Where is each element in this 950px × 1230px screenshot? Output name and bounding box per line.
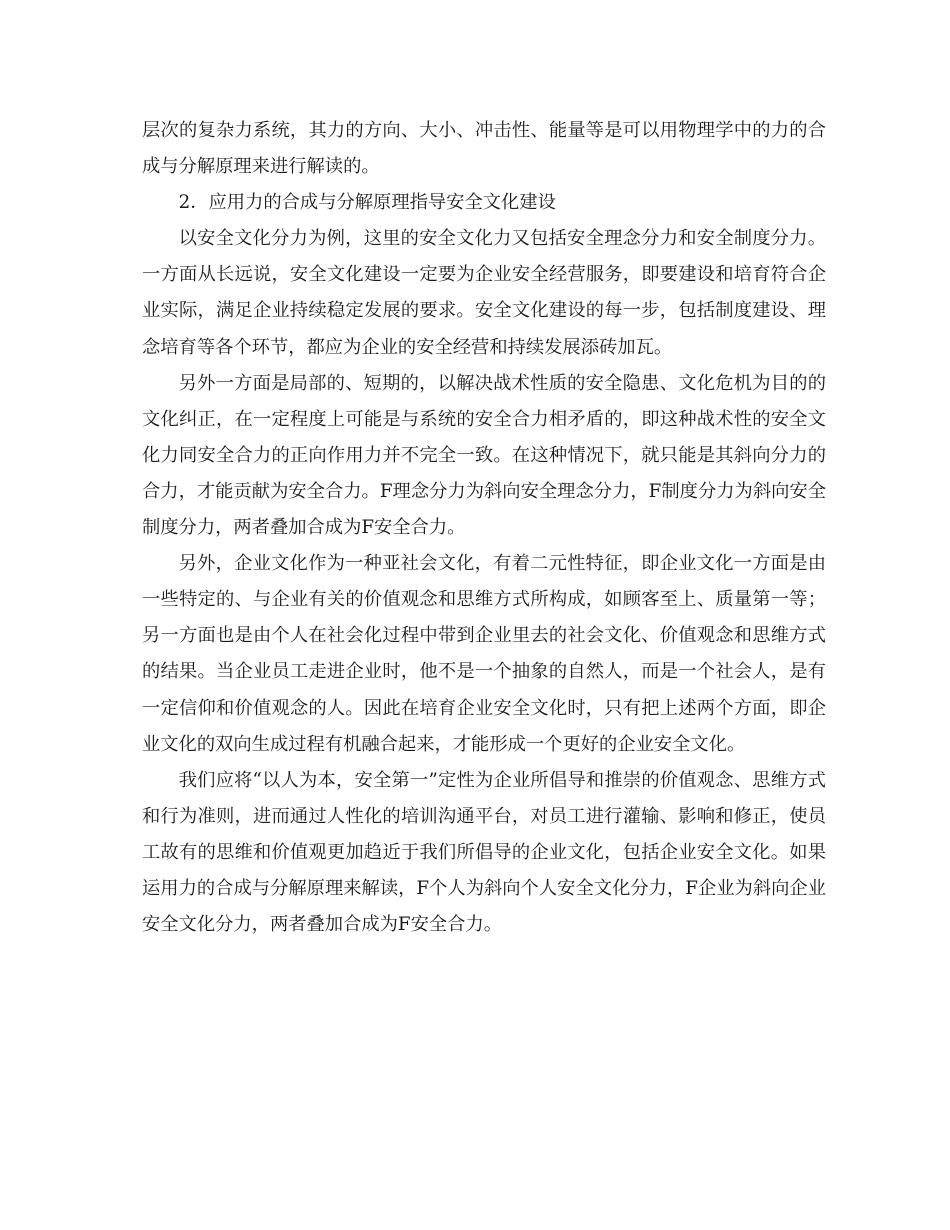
document-body [142, 113, 826, 943]
paragraph-sub-social-culture: 另外，企业文化作为一种亚社会文化，有着二元性特征，即企业文化一方面是由一些特定的、与企业有关的价值观念和思维方式所构成，如顾客至上、质量第一等；另一方面也是由个人在社会化过程中带到企业里去的社会文化、价值观念和思维方式的结果。当企业员工走进企业时，他不是一个抽象的自然人，而是一个社会人，是有一定信仰和价值观念的人。因此在培育企业安全文化时，只有把上述两个方面，即企业文化的双向生成过程有机融合起来，才能形成一个更好的企业安全文化。 [142, 553, 826, 755]
paragraph-continuation: 层次的复杂力系统，其力的方向、大小、冲击性、能量等是可以用物理学中的力的合成与分解原理来进行解读的。 [142, 120, 826, 178]
section-heading: 2．应用力的合成与分解原理指导安全文化建设 [178, 192, 556, 214]
paragraph-people-oriented: 我们应将“以人为本，安全第一”定性为企业所倡导和推崇的价值观念、思维方式和行为准则，进而通过人性化的培训沟通平台，对员工进行灌输、影响和修正，使员工故有的思维和价值观更加趋近于我们所倡导的企业文化，包括企业安全文化。如果运用力的合成与分解原理来解读，F个人为斜向个人安全文化分力，F企业为斜向企业安全文化分力，两者叠加合成为F安全合力。 [142, 769, 826, 936]
paragraph-safety-culture-force: 以安全文化分力为例，这里的安全文化力又包括安全理念分力和安全制度分力。一方面从长远说，安全文化建设一定要为企业安全经营服务，即要建设和培育符合企业实际，满足企业持续稳定发展的要求。安全文化建设的每一步，包括制度建设、理念培育等各个环节，都应为企业的安全经营和持续发展添砖加瓦。 [142, 228, 826, 358]
paragraph-local-short-term: 另外一方面是局部的、短期的，以解决战术性质的安全隐患、文化危机为目的的文化纠正，在一定程度上可能是与系统的安全合力相矛盾的，即这种战术性的安全文化力同安全合力的正向作用力并不完全一致。在这种情况下，就只能是其斜向分力的合力，才能贡献为安全合力。F理念分力为斜向安全理念分力，F制度分力为斜向安全制度分力，两者叠加合成为F安全合力。 [142, 372, 826, 539]
